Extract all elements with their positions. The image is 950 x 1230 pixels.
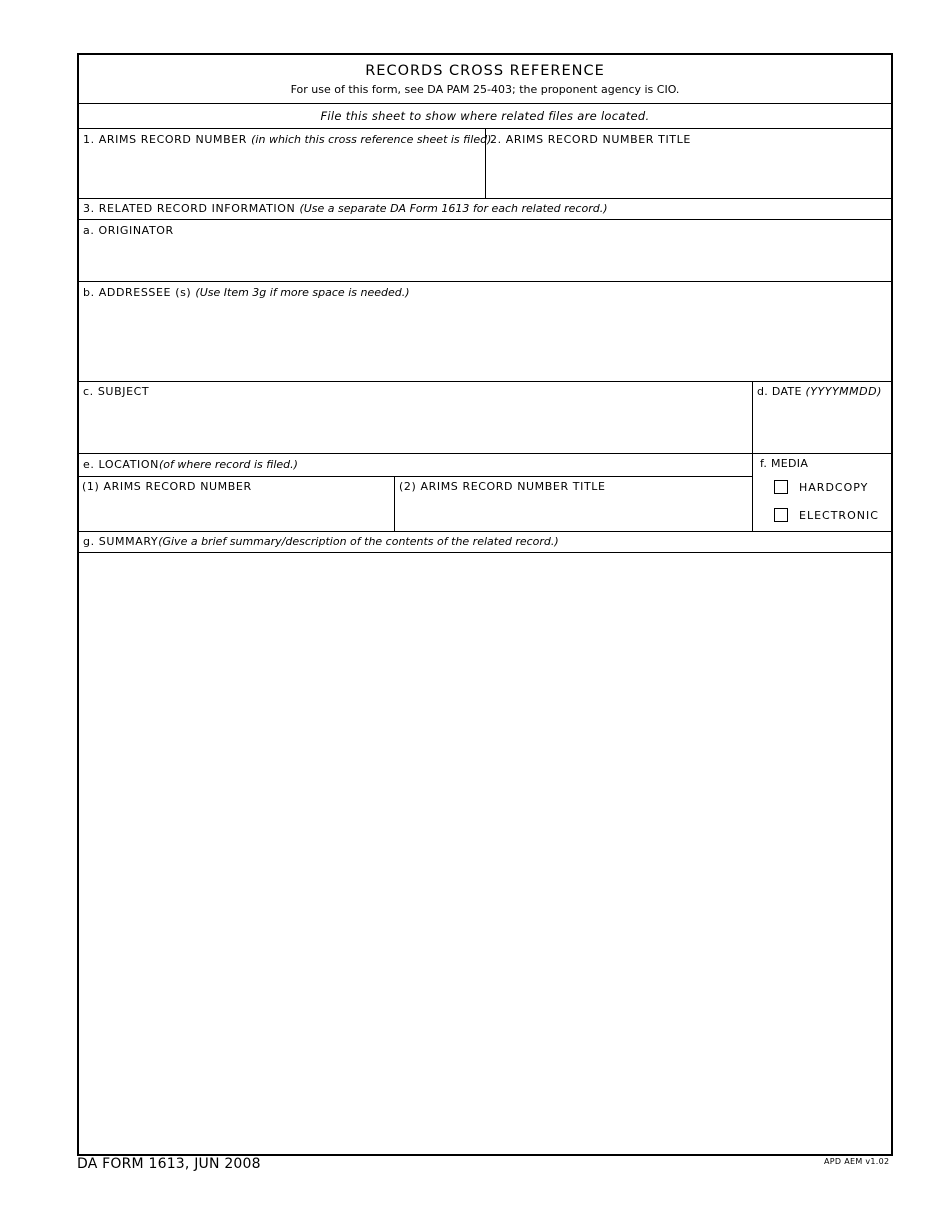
form-id: DA FORM 1613, JUN 2008 bbox=[77, 1156, 261, 1172]
electronic-label: ELECTRONIC bbox=[799, 508, 879, 522]
electronic-option[interactable] bbox=[774, 508, 879, 522]
summary-header-row bbox=[79, 532, 891, 553]
arims-record-number-field[interactable] bbox=[79, 129, 492, 198]
item3c-label: c. SUBJECT bbox=[83, 385, 150, 398]
item3b-label-group bbox=[83, 286, 410, 299]
date-field[interactable] bbox=[753, 382, 891, 453]
form-version: APD AEM v1.02 bbox=[824, 1157, 890, 1166]
summary-field[interactable] bbox=[79, 553, 891, 1154]
instruction-row bbox=[79, 104, 891, 129]
electronic-checkbox[interactable] bbox=[774, 508, 788, 522]
item3b-label: b. ADDRESSEE (s) bbox=[83, 286, 192, 299]
instruction-text: File this sheet to show where related files are located. bbox=[320, 109, 650, 123]
addressee-field[interactable] bbox=[79, 282, 891, 382]
item3-header-row bbox=[79, 199, 891, 220]
item3e-sub1-label: (1) ARIMS RECORD NUMBER bbox=[82, 480, 252, 493]
item3-label-group bbox=[83, 202, 608, 215]
subject-date-row bbox=[79, 382, 891, 454]
location-header bbox=[79, 454, 752, 477]
hardcopy-checkbox[interactable] bbox=[774, 480, 788, 494]
location-media-row bbox=[79, 454, 891, 532]
form-title: RECORDS CROSS REFERENCE bbox=[365, 63, 605, 79]
location-section bbox=[79, 454, 752, 531]
item3-label: 3. RELATED RECORD INFORMATION bbox=[83, 202, 296, 215]
hardcopy-label: HARDCOPY bbox=[799, 480, 869, 494]
item3e-sub2-label: (2) ARIMS RECORD NUMBER TITLE bbox=[399, 480, 606, 493]
item2-label: 2. ARIMS RECORD NUMBER TITLE bbox=[490, 133, 691, 146]
item3g-label-group bbox=[83, 535, 559, 548]
items-1-2-row bbox=[79, 129, 891, 199]
item1-label: 1. ARIMS RECORD NUMBER bbox=[83, 133, 248, 146]
hardcopy-option[interactable] bbox=[774, 480, 868, 494]
item3g-label: g. SUMMARY bbox=[83, 535, 159, 548]
item3-hint: (Use a separate DA Form 1613 for each related record.) bbox=[299, 202, 608, 215]
item3e-label: e. LOCATION bbox=[83, 458, 159, 471]
item3a-label: a. ORIGINATOR bbox=[83, 224, 174, 237]
subject-field[interactable] bbox=[79, 382, 752, 453]
item3g-hint: (Give a brief summary/description of the contents of the related record.) bbox=[158, 535, 559, 548]
originator-field[interactable] bbox=[79, 220, 891, 282]
item3d-label: d. DATE bbox=[757, 385, 802, 398]
item3d-hint: (YYYYMMDD) bbox=[805, 385, 882, 398]
location-arims-number-field[interactable] bbox=[79, 477, 394, 531]
arims-record-number-title-field[interactable] bbox=[486, 129, 891, 198]
item3e-hint: (of where record is filed.) bbox=[158, 458, 298, 471]
item3d-label-group bbox=[757, 385, 882, 398]
item3e-label-group bbox=[83, 458, 298, 471]
media-section bbox=[753, 454, 891, 531]
location-arims-title-field[interactable] bbox=[395, 477, 752, 531]
item3f-label: f. MEDIA bbox=[760, 457, 809, 470]
item1-hint: (in which this cross reference sheet is filed) bbox=[251, 133, 492, 146]
item3b-hint: (Use Item 3g if more space is needed.) bbox=[195, 286, 410, 299]
form-subtitle: For use of this form, see DA PAM 25-403; the proponent agency is CIO. bbox=[290, 83, 680, 96]
form-header bbox=[79, 55, 891, 104]
item1-label-group bbox=[83, 133, 491, 146]
da-form-1613 bbox=[77, 53, 893, 1156]
